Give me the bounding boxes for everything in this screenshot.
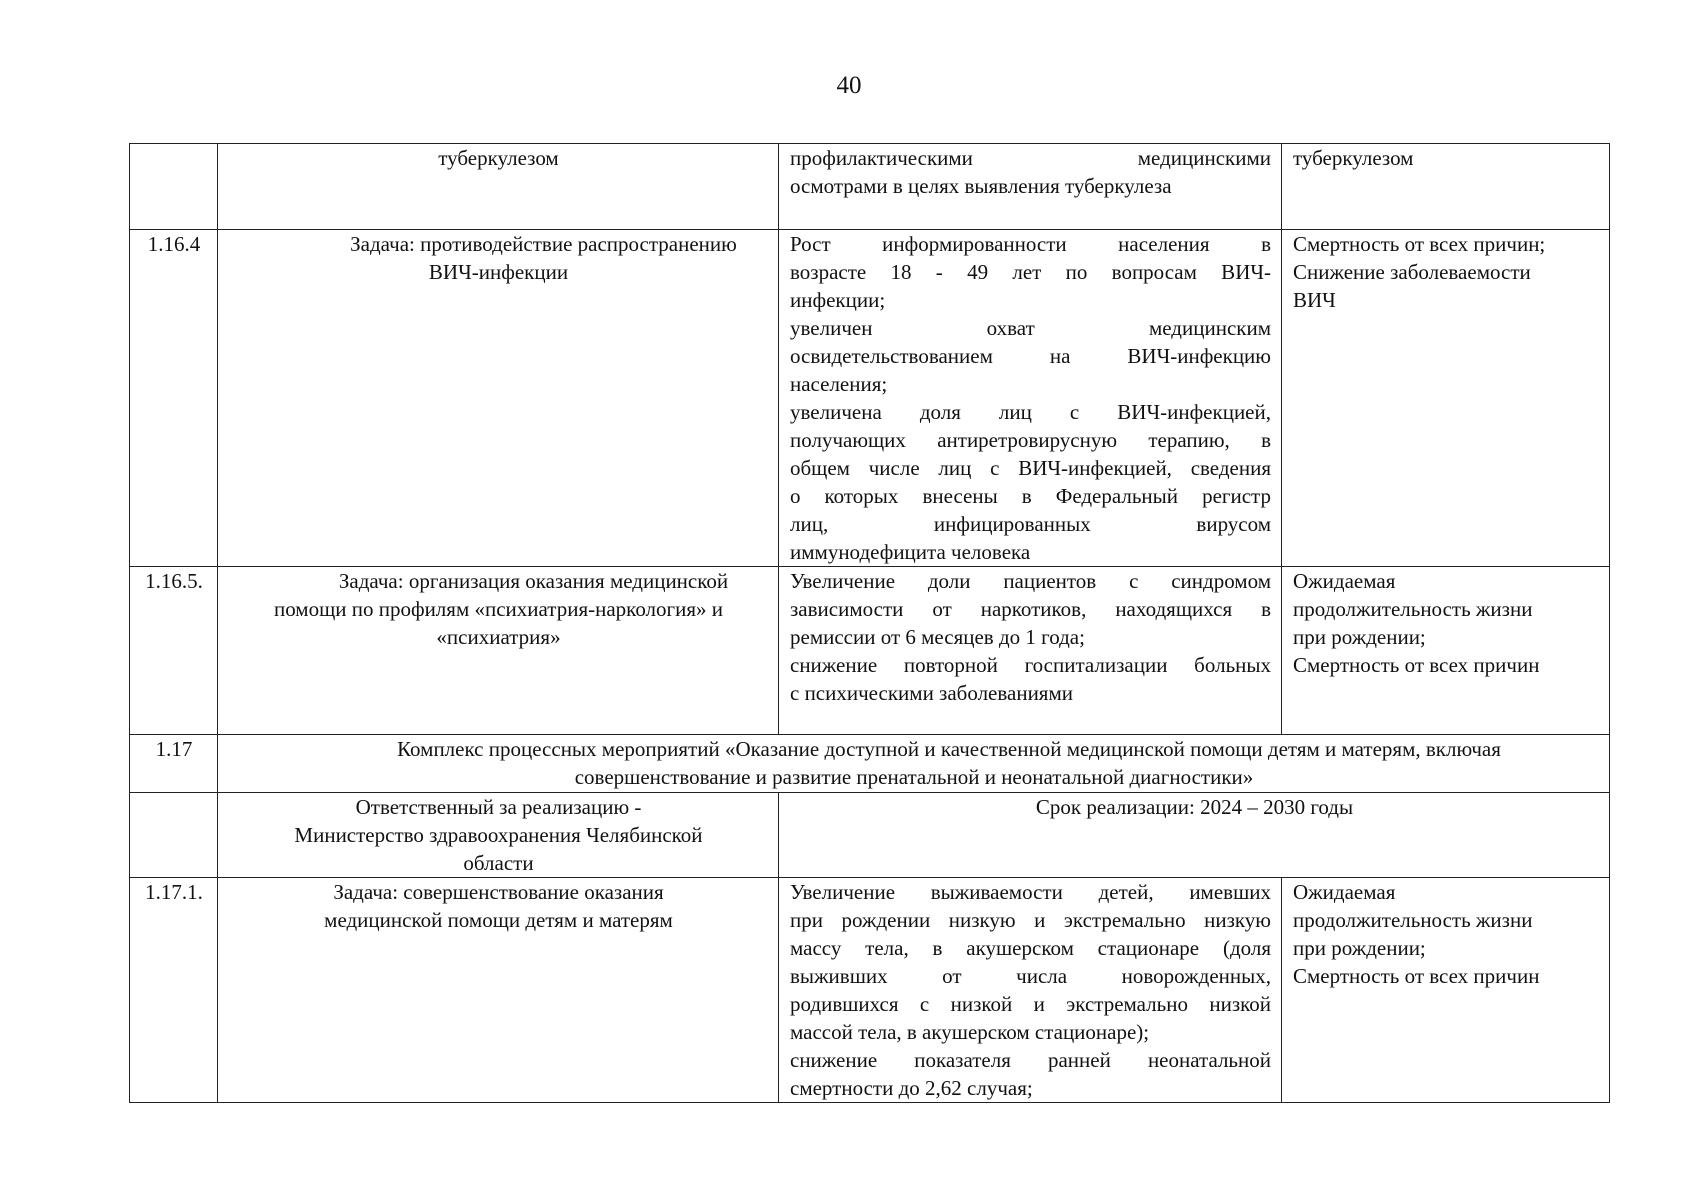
- result-line: общем числе лиц с ВИЧ-инфекцией, сведения: [790, 456, 1271, 480]
- table-row: [130, 735, 1610, 793]
- indicator-cell: [1282, 144, 1610, 230]
- result-line: Увеличение выживаемости детей, имевших: [790, 880, 1271, 904]
- result-line: массу тела, в акушерском стационаре (доля: [790, 936, 1271, 960]
- task-line: ВИЧ-инфекции: [428, 260, 569, 284]
- result-line: увеличена доля лиц с ВИЧ-инфекцией,: [790, 400, 1271, 424]
- indicator-line: Ожидаемая: [1293, 880, 1396, 904]
- complex-title-line: Комплекс процессных мероприятий «Оказание доступной и качественной медицинской помощи детям и матерям, включая: [397, 737, 1501, 761]
- task-line: Задача: противодействие распространению: [350, 232, 737, 256]
- result-line: зависимости от наркотиков, находящихся в: [790, 597, 1271, 621]
- indicator-cell: [1282, 230, 1610, 567]
- table-row: [130, 230, 1610, 567]
- result-line: Рост информированности населения в: [790, 232, 1271, 256]
- result-line: возрасте 18 - 49 лет по вопросам ВИЧ-: [790, 260, 1271, 284]
- term-cell: [779, 793, 1610, 878]
- program-table: [129, 143, 1610, 1103]
- indicator-text: туберкулезом: [1293, 146, 1414, 170]
- task-line: помощи по профилям «психиатрия-наркология» и: [273, 597, 724, 621]
- indicator-line: при рождении;: [1293, 625, 1426, 649]
- task-text: туберкулезом: [438, 146, 559, 170]
- result-line: снижение повторной госпитализации больных: [790, 653, 1271, 677]
- task-line: Задача: совершенствование оказания: [333, 880, 664, 904]
- task-cell: [218, 230, 779, 567]
- result-line: массой тела, в акушерском стационаре);: [790, 1020, 1150, 1044]
- task-line: медицинской помощи детям и матерям: [324, 908, 673, 932]
- table-row: [130, 793, 1610, 878]
- responsible-line: области: [463, 851, 534, 875]
- table-row: [130, 144, 1610, 230]
- result-cell: [779, 567, 1282, 735]
- result-line: родившихся с низкой и экстремально низкой: [790, 992, 1271, 1016]
- responsible-cell: [218, 793, 779, 878]
- table-row: [130, 878, 1610, 1103]
- row-number-cell: [130, 793, 218, 878]
- task-line: Задача: организация оказания медицинской: [338, 569, 729, 593]
- result-line: увеличен охват медицинским: [790, 316, 1271, 340]
- result-line: инфекции;: [790, 288, 886, 312]
- indicator-line: Снижение заболеваемости: [1293, 260, 1531, 284]
- task-line: «психиатрия»: [436, 625, 561, 649]
- result-cell: [779, 230, 1282, 567]
- result-line: освидетельствованием на ВИЧ-инфекцию: [790, 344, 1271, 368]
- result-line: Увеличение доли пациентов с синдромом: [790, 569, 1271, 593]
- indicator-line: продолжительность жизни: [1293, 908, 1533, 932]
- result-line: населения;: [790, 372, 888, 396]
- row-number-cell: 1.16.5.: [130, 567, 218, 735]
- result-line: лиц, инфицированных вирусом: [790, 512, 1271, 536]
- indicator-line: Ожидаемая: [1293, 569, 1396, 593]
- result-cell: [779, 144, 1282, 230]
- result-line: выживших от числа новорожденных,: [790, 964, 1271, 988]
- indicator-line: Смертность от всех причин: [1293, 653, 1540, 677]
- task-cell: [218, 567, 779, 735]
- row-number-cell: 1.16.4: [130, 230, 218, 567]
- complex-title-cell: [218, 735, 1610, 793]
- page-number: 40: [836, 72, 862, 99]
- row-number-cell: [130, 144, 218, 230]
- result-cell: [779, 878, 1282, 1103]
- complex-title-line: совершенствование и развитие пренатальной и неонатальной диагностики»: [574, 765, 1254, 789]
- responsible-line: Ответственный за реализацию -: [355, 795, 642, 819]
- indicator-line: Смертность от всех причин: [1293, 964, 1540, 988]
- indicator-line: при рождении;: [1293, 936, 1426, 960]
- result-line: получающих антиретровирусную терапию, в: [790, 428, 1271, 452]
- task-cell: [218, 878, 779, 1103]
- indicator-line: ВИЧ: [1293, 288, 1336, 312]
- result-line: с психическими заболеваниями: [790, 681, 1073, 705]
- table-row: [130, 567, 1610, 735]
- responsible-line: Министерство здравоохранения Челябинской: [294, 823, 703, 847]
- row-number-cell: 1.17: [130, 735, 218, 793]
- result-line: смертности до 2,62 случая;: [790, 1076, 1033, 1100]
- indicator-line: продолжительность жизни: [1293, 597, 1533, 621]
- result-line: профилактическими медицинскими: [790, 146, 1271, 170]
- indicator-line: Смертность от всех причин;: [1293, 232, 1546, 256]
- result-line: снижение показателя ранней неонатальной: [790, 1048, 1271, 1072]
- indicator-cell: [1282, 567, 1610, 735]
- indicator-cell: [1282, 878, 1610, 1103]
- term-text: Срок реализации: 2024 – 2030 годы: [1035, 795, 1354, 819]
- task-cell: [218, 144, 779, 230]
- result-line: ремиссии от 6 месяцев до 1 года;: [790, 625, 1085, 649]
- result-line: осмотрами в целях выявления туберкулеза: [790, 174, 1172, 198]
- result-line: о которых внесены в Федеральный регистр: [790, 484, 1271, 508]
- row-number-cell: 1.17.1.: [130, 878, 218, 1103]
- result-line: иммунодефицита человека: [790, 540, 1031, 564]
- result-line: при рождении низкую и экстремально низкую: [790, 908, 1271, 932]
